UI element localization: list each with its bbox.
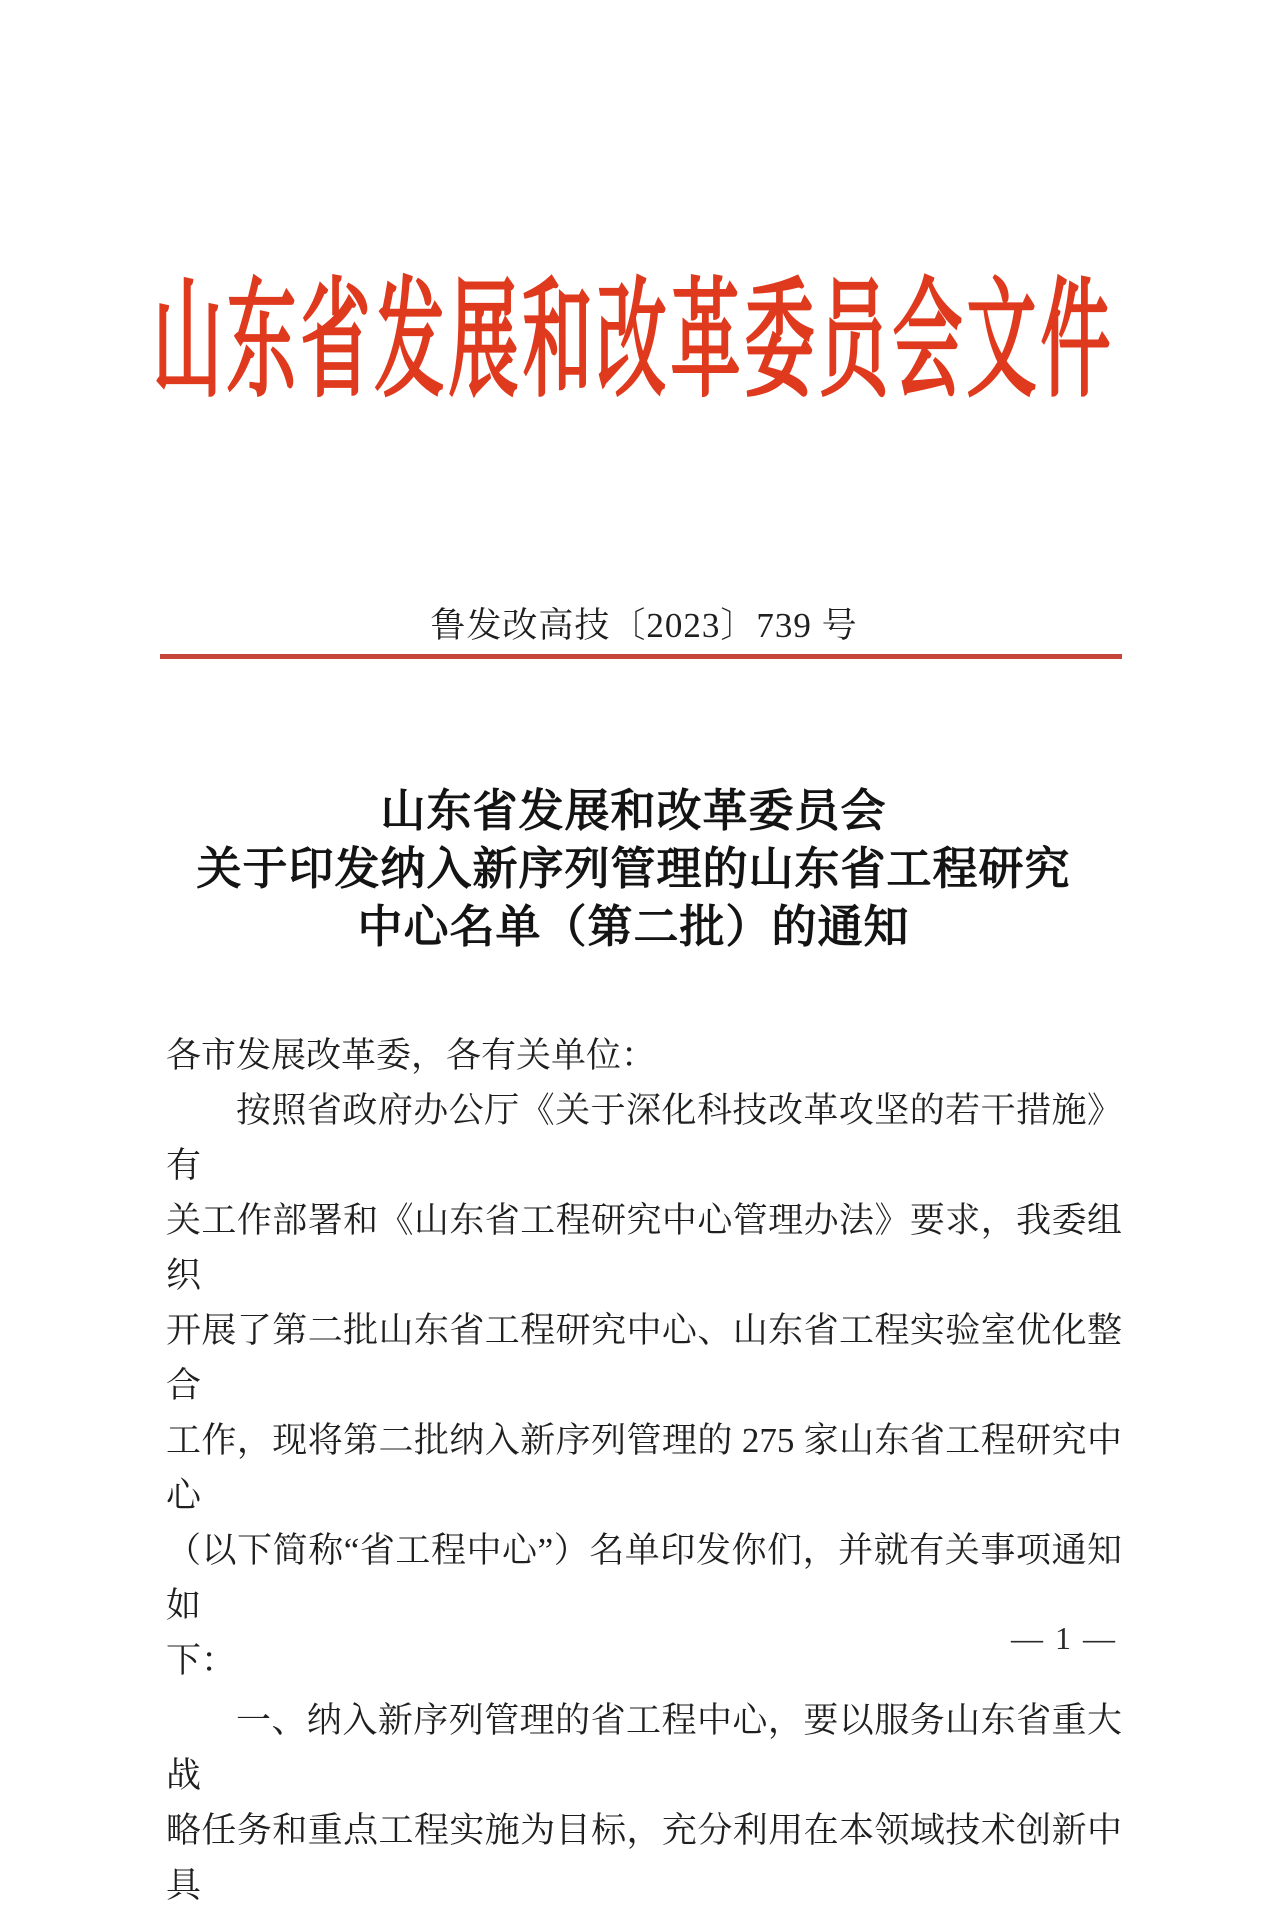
body-line: 下： [166,1641,237,1680]
page-number: — 1 — [1011,1620,1117,1656]
document-title-line-2: 关于印发纳入新序列管理的山东省工程研究 [196,844,1071,894]
red-divider-line [160,654,1122,659]
body-line: 一、纳入新序列管理的省工程中心，要以服务山东省重大战 [166,1701,1122,1795]
document-body [166,1028,1122,1913]
body-line: 按照省政府办公厅《关于深化科技改革攻坚的若干措施》有 [166,1091,1122,1185]
body-line: 关工作部署和《山东省工程研究中心管理办法》要求，我委组织 [166,1201,1122,1295]
body-line: 略任务和重点工程实施为目标，充分利用在本领域技术创新中具 [166,1811,1122,1905]
body-line: 工作，现将第二批纳入新序列管理的 275 家山东省工程研究中心 [166,1421,1122,1515]
document-number: 鲁发改高技〔2023〕739 号 [430,606,858,645]
agency-header-title: 山东省发展和改革委员会文件 [152,271,1115,415]
document-title-line-1: 山东省发展和改革委员会 [380,786,887,836]
body-line: （以下简称“省工程中心”）名单印发你们，并就有关事项通知如 [166,1531,1122,1625]
salutation: 各市发展改革委，各有关单位： [166,1036,657,1075]
document-title-line-3: 中心名单（第二批）的通知 [357,902,910,952]
document-title [100,782,1167,956]
body-line: 开展了第二批山东省工程研究中心、山东省工程实验室优化整合 [166,1311,1122,1405]
